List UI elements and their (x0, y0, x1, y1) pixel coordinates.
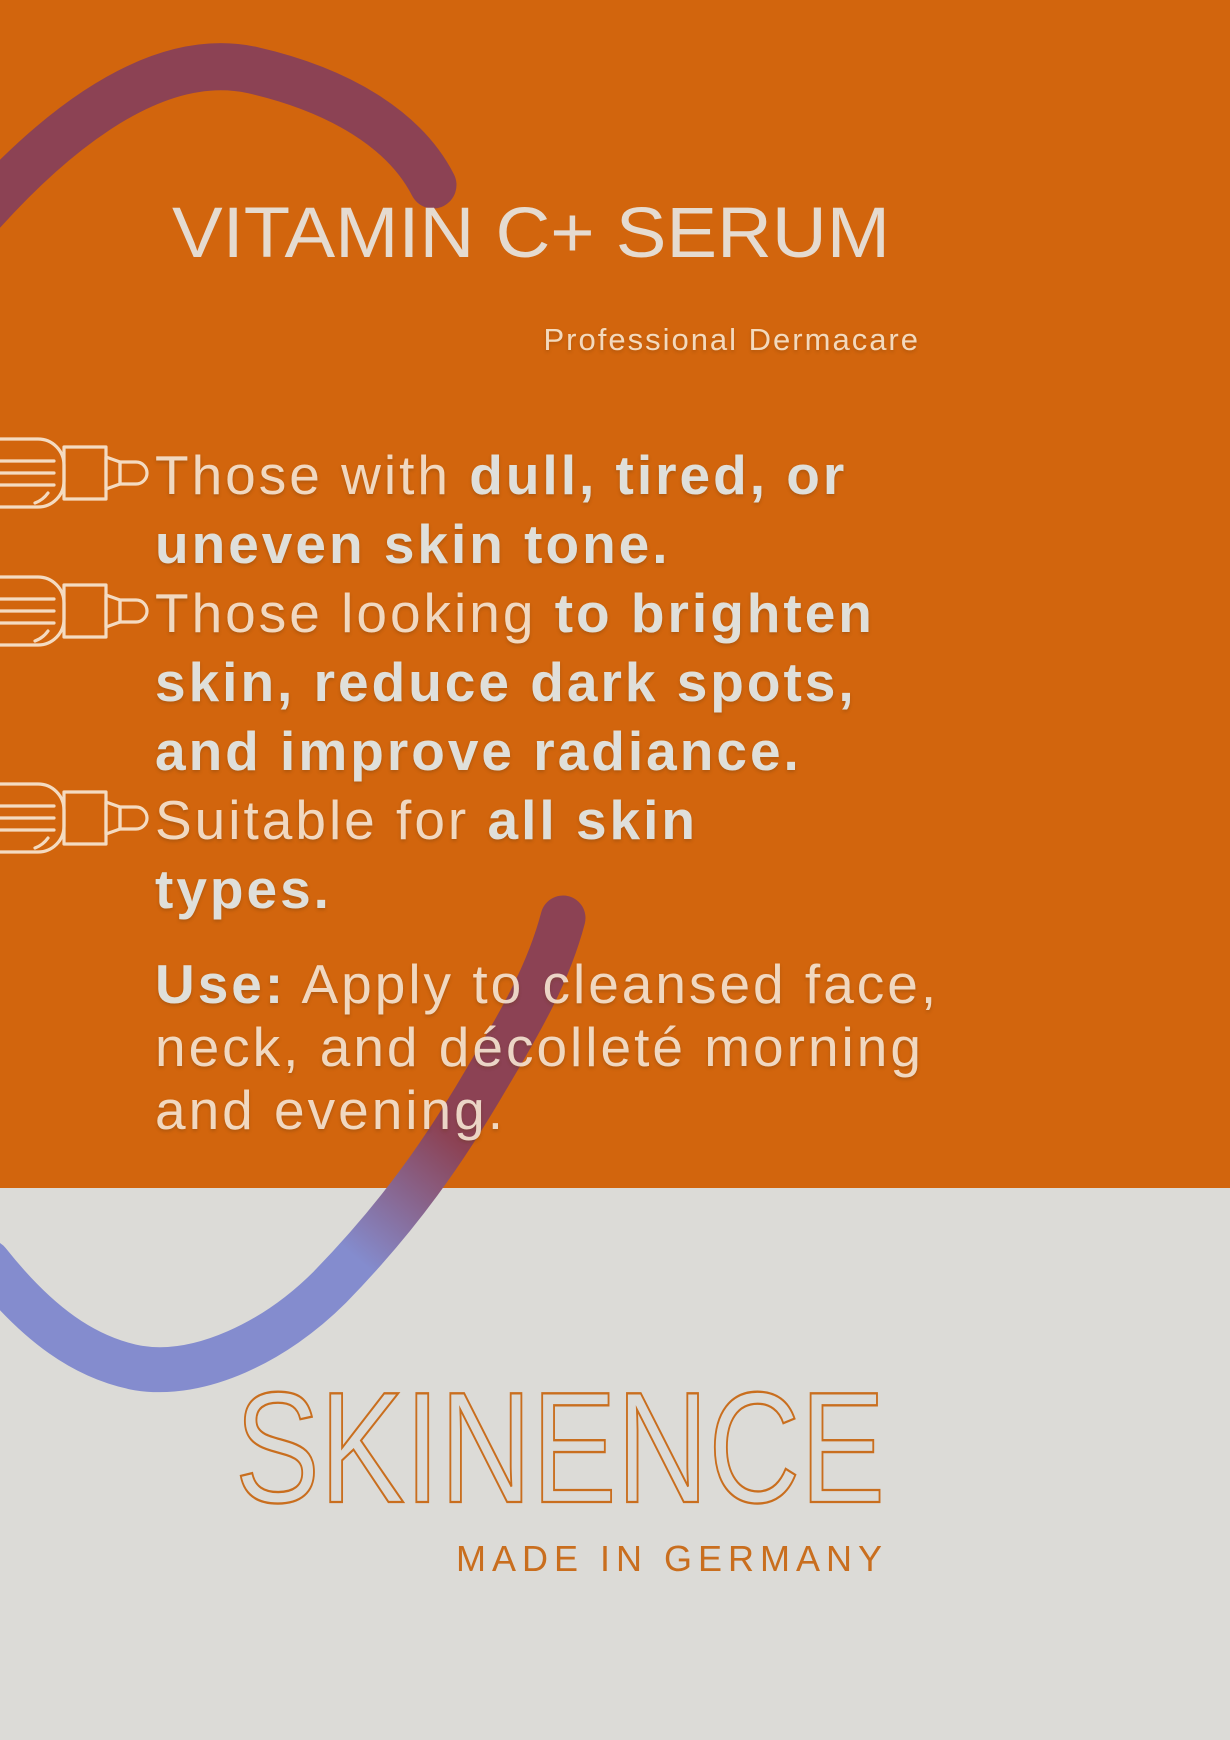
benefit-line (155, 579, 875, 648)
serum-dropper-icon (0, 431, 156, 515)
benefit-text-bold: skin, reduce dark spots, (155, 651, 857, 713)
benefit-text-bold: uneven skin tone. (155, 513, 671, 575)
benefit-line (155, 441, 847, 510)
benefit-line (155, 648, 857, 717)
benefit-line (155, 786, 698, 855)
usage-text-normal: Apply to cleansed face, (286, 953, 940, 1015)
usage-line (155, 953, 939, 1016)
benefit-text-bold: types. (155, 858, 332, 920)
brand-logo: SKINENCE (235, 1360, 885, 1536)
usage-text-normal: neck, and décolleté morning (155, 1016, 924, 1078)
serum-dropper-icon (0, 569, 156, 653)
benefit-text-bold: dull, tired, or (469, 444, 848, 506)
made-in-germany-tagline: MADE IN GERMANY (455, 1538, 888, 1579)
subtitle-text: Professional Dermacare (543, 322, 920, 357)
usage-line (155, 1079, 506, 1142)
benefit-text-normal: Suitable for (155, 789, 488, 851)
benefit-text-bold: and improve radiance. (155, 720, 802, 782)
product-title: VITAMIN C+ SERUM (172, 194, 890, 273)
usage-line (155, 1016, 924, 1079)
usage-label: Use: (155, 953, 287, 1015)
benefit-line (155, 855, 332, 924)
serum-dropper-icon (0, 776, 156, 860)
usage-text-normal: and evening. (155, 1079, 506, 1141)
benefit-line (155, 510, 671, 579)
benefit-line (155, 717, 802, 786)
benefit-text-normal: Those with (155, 444, 470, 506)
benefit-text-bold: all skin (487, 789, 698, 851)
benefit-text-bold: to brighten (554, 582, 875, 644)
benefit-text-normal: Those looking (155, 582, 555, 644)
